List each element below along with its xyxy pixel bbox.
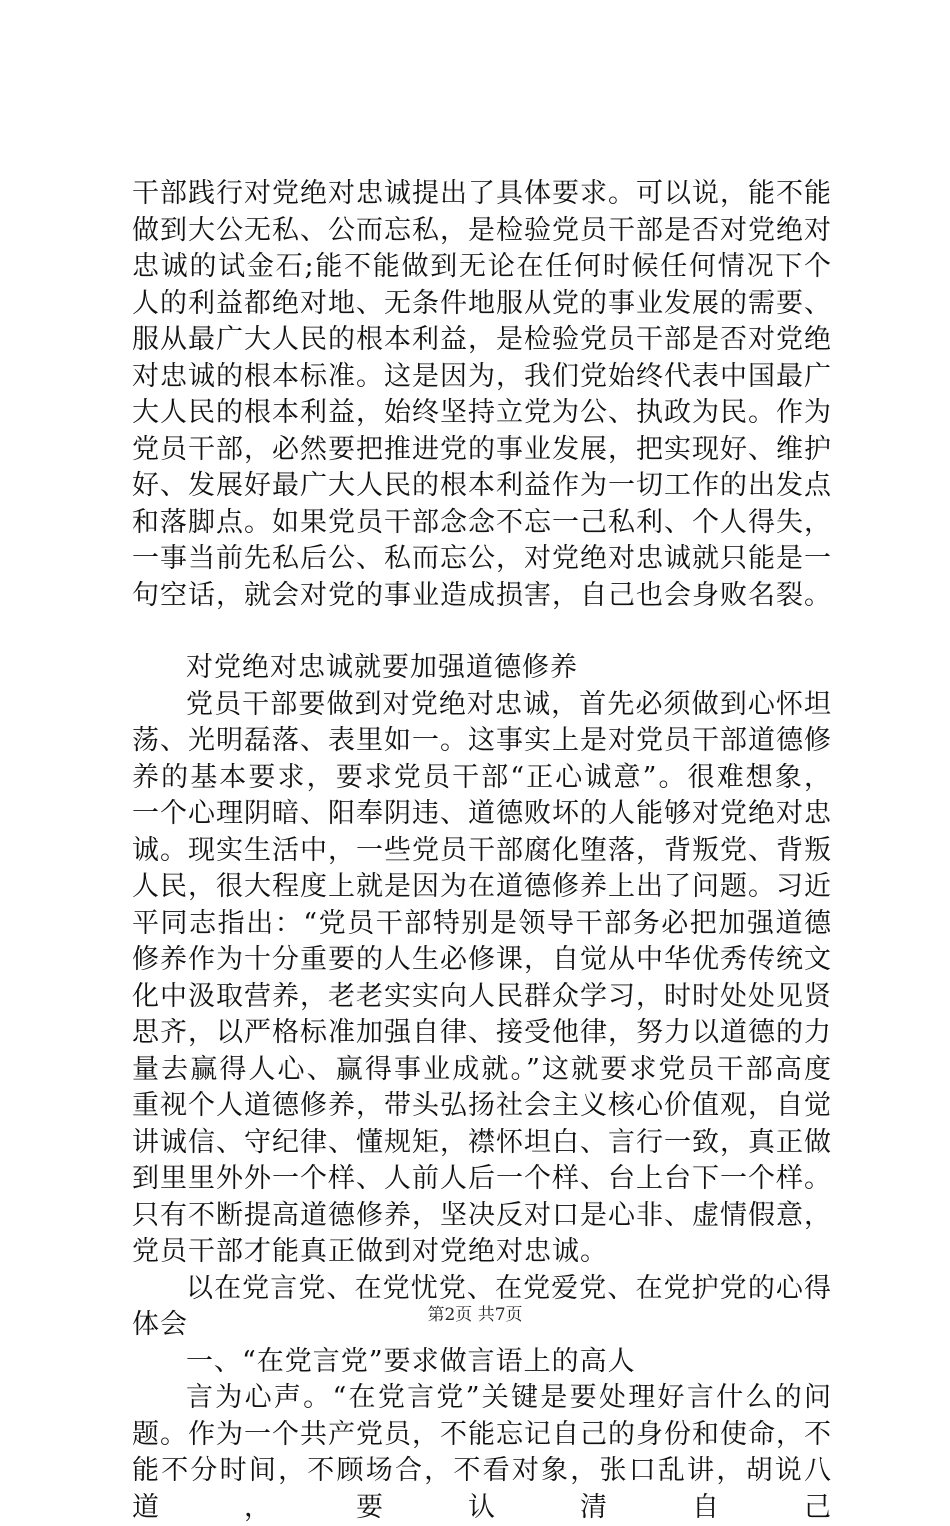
section-heading-moral-cultivation: 对党绝对忠诚就要加强道德修养 (186, 652, 578, 683)
paragraph-speak-for-party: 言为心声。“在党言党”关键是要处理好言什么的问题。作为一个共产党员，不能忘记自己的身份和使命，不能不分时间，不顾场合，不看对象，张口乱讲，胡说八道，要认清自己 (132, 1382, 832, 1523)
section-heading-experience: 以在党言党、在党忧党、在党爱党、在党护党的心得体会 (132, 1272, 832, 1340)
page-number-footer: 第2页 共7页 (427, 1305, 523, 1325)
subheading-speak-for-party: 一、“在党言党”要求做言语上的高人 (186, 1345, 636, 1377)
paragraph-gap (132, 614, 832, 650)
paragraph-integrity-standard: 干部践行对党绝对忠诚提出了具体要求。可以说，能不能做到大公无私、公而忘私，是检验党员干部是否对党绝对忠诚的试金石;能不能做到无论在任何时候任何情况下个人的利益都绝对地、无条件地服从党的事业发展的需要、服从最广大人民的根本利益，是检验党员干部是否对党绝对忠诚的根本标准。这是因为，我们党始终代表中国最广大人民的根本利益，始终坚持立党为公、执政为民。作为党员干部，必然要把推进党的事业发展，把实现好、维护好、发展好最广大人民的根本利益作为一切工作的出发点和落脚点。如果党员干部念念不忘一己私利、个人得失，一事当前先私后公、私而忘公，对党绝对忠诚就只能是一句空话，就会对党的事业造成损害，自己也会身败名裂。 (132, 178, 832, 611)
paragraph-moral-cultivation: 党员干部要做到对党绝对忠诚，首先必须做到心怀坦荡、光明磊落、表里如一。这事实上是对党员干部道德修养的基本要求，要求党员干部“正心诚意”。很难想象，一个心理阴暗、阳奉阴违、道德败坏的人能够对党绝对忠诚。现实生活中，一些党员干部腐化堕落，背叛党、背叛人民，很大程度上就是因为在道德修养上出了问题。习近平同志指出：“党员干部特别是领导干部务必把加强道德修养作为十分重要的人生必修课，自觉从中华优秀传统文化中汲取营养，老老实实向人民群众学习，时时处处见贤思齐，以严格标准加强自律、接受他律，努力以道德的力量去赢得人心、赢得事业成就。”这就要求党员干部高度重视个人道德修养，带头弘扬社会主义核心价值观，自觉讲诚信、守纪律、懂规矩，襟怀坦白、言行一致，真正做到里里外外一个样、人前人后一个样、台上台下一个样。只有不断提高道德修养，坚决反对口是心非、虚情假意，党员干部才能真正做到对党绝对忠诚。 (132, 688, 832, 1267)
